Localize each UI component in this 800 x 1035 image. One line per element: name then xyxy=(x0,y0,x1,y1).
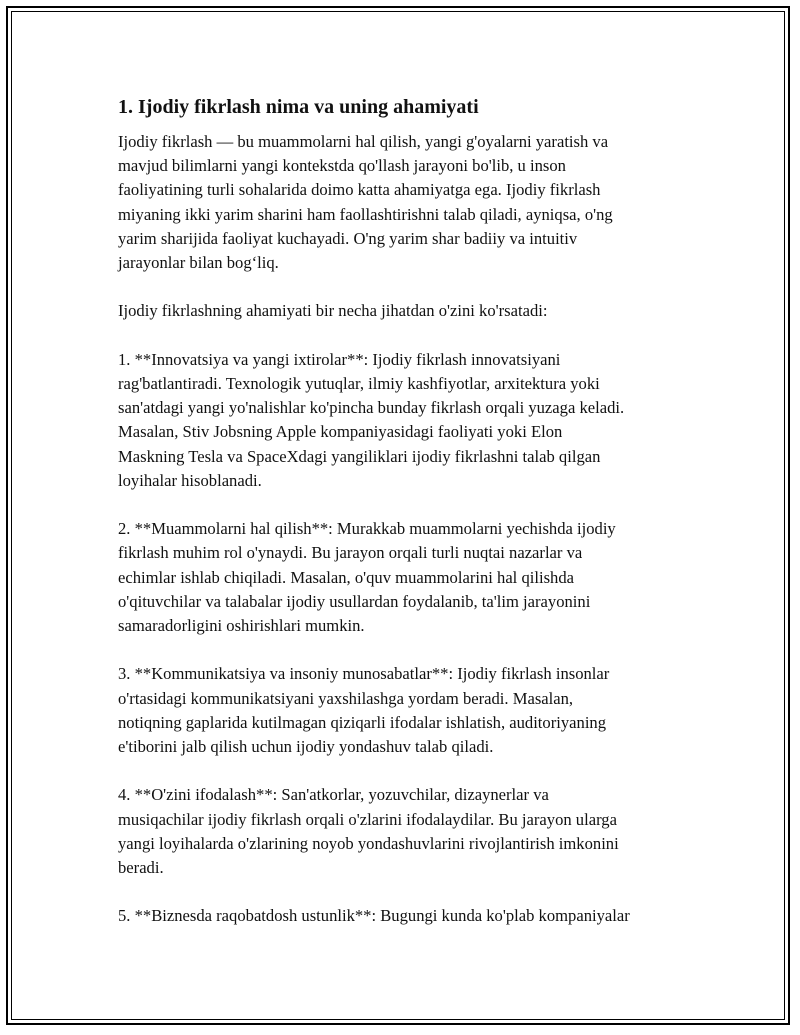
list-item-communication: 3. **Kommunikatsiya va insoniy munosabatlar**: Ijodiy fikrlash insonlar o'rtasidagi kommunikatsiyani yaxshilashga yordam beradi. Masalan, notiqning gaplarida kutilmagan qiziqarli ifodalar ishlatish, auditoriyaning e'tiborini jalb qilish uchun ijodiy yondashuv talab qiladi. xyxy=(118,664,610,757)
list-item-innovation: 1. **Innovatsiya va yangi ixtirolar**: Ijodiy fikrlash innovatsiyani rag'batlantiradi. Texnologik yutuqlar, ilmiy kashfiyotlar, arxitektura yoki san'atdagi yangi yo'nalishlar ko'pincha bunday fikrlash orqali yuzaga keladi. Masalan, Stiv Jobsning Apple kompaniyasidagi faoliyati yoki Elon Maskning Tesla va SpaceXdagi yangiliklari ijodiy fikrlashni talab qilgan loyihalar hisoblanadi. xyxy=(118,349,625,490)
paragraph-intro: Ijodiy fikrlash — bu muammolarni hal qilish, yangi g'oyalarni yaratish va mavjud bilimlarni yangi kontekstda qo'llash jarayoni bo'lib, u inson faoliyatining turli sohalarida doimo katta ahamiyatga ega. Ijodiy fikrlash miyaning ikki yarim sharini ham faollashtirishni talab qiladi, ayniqsa, o'ng yarim sharijida faoliyat kuchayadi. O'ng yarim shar badiiy va intuitiv jarayonlar bilan bog‘liq. xyxy=(118,132,613,273)
list-item-business: 5. **Biznesda raqobatdosh ustunlik**: Bugungi kunda ko'plab kompaniyalar xyxy=(118,906,630,926)
list-item-problem-solving: 2. **Muammolarni hal qilish**: Murakkab muammolarni yechishda ijodiy fikrlash muhim rol o'ynaydi. Bu jarayon orqali turli nuqtai nazarlar va echimlar ishlab chiqiladi. Masalan, o'quv muammolarini hal qilishda o'qituvchilar va talabalar ijodiy usullardan foydalanib, ta'lim jarayonini samaradorligini oshirishlari mumkin. xyxy=(118,519,616,636)
paragraph-importance: Ijodiy fikrlashning ahamiyati bir necha jihatdan o'zini ko'rsatadi: xyxy=(118,301,548,321)
list-item-self-expression: 4. **O'zini ifodalash**: San'atkorlar, yozuvchilar, dizaynerlar va musiqachilar ijodiy fikrlash orqali o'zlarini ifodalaydilar. Bu jarayon ularga yangi loyihalarda o'zlarining noyob yondashuvlarini rivojlantirish imkonini beradi. xyxy=(118,785,619,878)
section-heading: 1. Ijodiy fikrlash nima va uning ahamiyati xyxy=(118,96,479,118)
document-body xyxy=(118,93,698,953)
